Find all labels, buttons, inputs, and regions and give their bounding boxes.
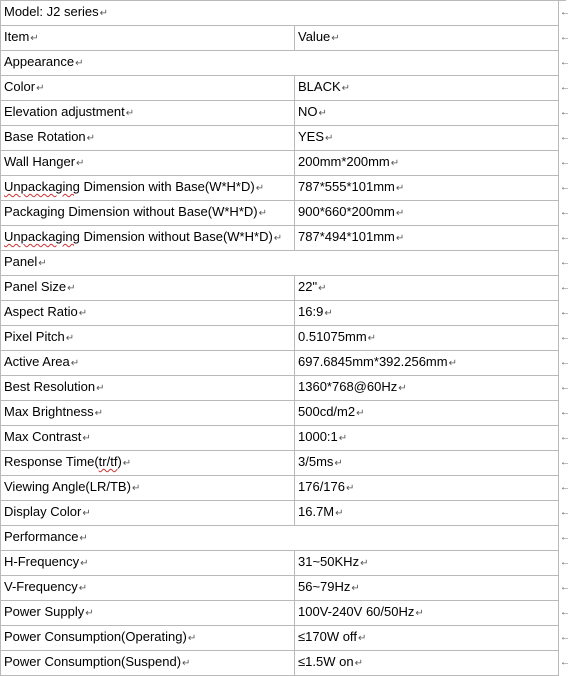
paragraph-mark-icon: ↵	[182, 658, 191, 669]
paragraph-mark-icon: ↵	[96, 383, 105, 394]
spec-item: Power Supply	[4, 604, 85, 619]
spec-item-cell	[1, 226, 295, 251]
spec-value-cell	[295, 151, 559, 176]
spec-value-cell	[295, 276, 559, 301]
spec-value-cell	[295, 326, 559, 351]
paragraph-mark-icon: ↵	[38, 258, 47, 269]
spec-value-cell	[295, 651, 559, 676]
paragraph-mark-icon: ↵	[94, 408, 103, 419]
spec-value: 31~50KHz	[298, 554, 360, 569]
spec-value-cell	[295, 226, 559, 251]
spec-item: Max Contrast	[4, 429, 82, 444]
row-end-mark-icon: ←	[560, 181, 570, 193]
spec-row	[1, 226, 559, 251]
paragraph-mark-icon: ↵	[356, 408, 365, 419]
spec-row	[1, 301, 559, 326]
spec-value: NO	[298, 104, 318, 119]
spec-value: YES	[298, 129, 325, 144]
paragraph-mark-icon: ↵	[76, 158, 85, 169]
spec-item-cell	[1, 626, 295, 651]
spec-value-cell	[295, 301, 559, 326]
spec-value: 1360*768@60Hz	[298, 379, 398, 394]
spec-row	[1, 651, 559, 676]
spec-item-cell	[1, 301, 295, 326]
spec-row	[1, 176, 559, 201]
spec-row	[1, 551, 559, 576]
spec-value-cell	[295, 376, 559, 401]
spec-value: 100V-240V 60/50Hz	[298, 604, 415, 619]
spec-value: 200mm*200mm	[298, 154, 390, 169]
spec-value: 787*555*101mm	[298, 179, 395, 194]
spec-item: V-Frequency	[4, 579, 78, 594]
section-title: Panel	[4, 254, 38, 269]
paragraph-mark-icon: ↵	[125, 108, 135, 119]
spec-row	[1, 476, 559, 501]
row-end-mark-icon: ←	[560, 631, 570, 643]
spellcheck-underline: tr/tf	[98, 454, 118, 469]
spec-value-cell	[295, 426, 559, 451]
spec-value: 16:9	[298, 304, 324, 319]
paragraph-mark-icon: ↵	[122, 458, 132, 469]
row-end-mark-icon: ←	[560, 506, 570, 518]
spec-value-cell	[295, 201, 559, 226]
spec-item: Base Rotation	[4, 129, 86, 144]
paragraph-mark-icon: ↵	[318, 108, 327, 119]
spec-row	[1, 201, 559, 226]
spec-item-cell	[1, 151, 295, 176]
row-end-mark-icon: ←	[560, 581, 570, 593]
row-end-mark-icon: ←	[560, 6, 570, 18]
paragraph-mark-icon: ↵	[335, 508, 344, 519]
spec-value-cell	[295, 476, 559, 501]
paragraph-mark-icon: ↵	[78, 308, 88, 319]
spec-row	[1, 626, 559, 651]
paragraph-mark-icon: ↵	[341, 83, 351, 94]
section-row	[1, 51, 559, 76]
spec-value: ≤170W off	[298, 629, 357, 644]
spec-value: BLACK	[298, 79, 341, 94]
paragraph-mark-icon: ↵	[360, 558, 369, 569]
paragraph-mark-icon: ↵	[351, 583, 360, 594]
paragraph-mark-icon: ↵	[338, 433, 348, 444]
spec-row	[1, 351, 559, 376]
spec-row	[1, 151, 559, 176]
spec-value: 3/5ms	[298, 454, 334, 469]
model-cell	[1, 1, 559, 26]
paragraph-mark-icon: ↵	[318, 283, 327, 294]
spec-value-cell	[295, 601, 559, 626]
spec-value-cell	[295, 401, 559, 426]
paragraph-mark-icon: ↵	[448, 358, 457, 369]
spec-value-cell	[295, 626, 559, 651]
spec-row	[1, 376, 559, 401]
spec-item-cell	[1, 551, 295, 576]
spec-item: Elevation adjustment	[4, 104, 125, 119]
spec-row	[1, 426, 559, 451]
model-row	[1, 1, 559, 26]
spec-item-cell	[1, 326, 295, 351]
row-end-mark-icon: ←	[560, 56, 570, 68]
spec-item-cell	[1, 76, 295, 101]
spec-item-cell	[1, 451, 295, 476]
spec-row	[1, 126, 559, 151]
spec-item: Wall Hanger	[4, 154, 76, 169]
spec-item: Pixel Pitch	[4, 329, 65, 344]
spec-value: 787*494*101mm	[298, 229, 395, 244]
spec-item: Packaging Dimension without Base(W*H*D)	[4, 204, 258, 219]
row-end-mark-icon: ←	[560, 131, 570, 143]
spec-item: Power Consumption(Operating)	[4, 629, 187, 644]
spec-value-cell	[295, 551, 559, 576]
spec-value: 500cd/m2	[298, 404, 356, 419]
spec-item: H-Frequency	[4, 554, 80, 569]
paragraph-mark-icon: ↵	[187, 633, 197, 644]
spec-item-cell	[1, 426, 295, 451]
spec-value: 1000:1	[298, 429, 338, 444]
paragraph-mark-icon: ↵	[36, 83, 45, 94]
paragraph-mark-icon: ↵	[325, 133, 334, 144]
item-header-cell	[1, 26, 295, 51]
spec-value: 697.6845mm*392.256mm	[298, 354, 448, 369]
row-end-mark-icon: ←	[560, 256, 570, 268]
spec-item-cell	[1, 601, 295, 626]
spec-row	[1, 101, 559, 126]
paragraph-mark-icon: ↵	[86, 133, 96, 144]
section-title: Appearance	[4, 54, 75, 69]
paragraph-mark-icon: ↵	[331, 33, 340, 44]
section-title-cell	[1, 526, 559, 551]
paragraph-mark-icon: ↵	[30, 33, 39, 44]
row-end-mark-icon: ←	[560, 231, 570, 243]
spec-item: Viewing Angle(LR/TB)	[4, 479, 131, 494]
row-end-mark-icon: ←	[560, 156, 570, 168]
spec-item: Power Consumption(Suspend)	[4, 654, 182, 669]
spec-item: Display Color	[4, 504, 82, 519]
spec-value-cell	[295, 76, 559, 101]
model-label: Model: J2 series	[4, 4, 99, 19]
paragraph-mark-icon: ↵	[79, 533, 88, 544]
row-end-mark-icon: ←	[560, 106, 570, 118]
spec-item: Panel Size	[4, 279, 67, 294]
spec-item-cell	[1, 376, 295, 401]
spellcheck-underline: Unpackaging	[4, 179, 80, 194]
spec-row	[1, 576, 559, 601]
paragraph-mark-icon: ↵	[67, 283, 76, 294]
row-end-mark-icon: ←	[560, 606, 570, 618]
paragraph-mark-icon: ↵	[65, 333, 75, 344]
row-end-mark-icon: ←	[560, 281, 570, 293]
paragraph-mark-icon: ↵	[357, 633, 367, 644]
row-end-mark-icon: ←	[560, 31, 570, 43]
spec-item-cell	[1, 501, 295, 526]
row-end-mark-icon: ←	[560, 406, 570, 418]
spec-value: 16.7M	[298, 504, 335, 519]
spec-item-cell	[1, 576, 295, 601]
column-header-row	[1, 26, 559, 51]
spec-item: Aspect Ratio	[4, 304, 78, 319]
spec-item-cell	[1, 351, 295, 376]
spec-value-cell	[295, 101, 559, 126]
section-row	[1, 526, 559, 551]
spec-item-cell	[1, 401, 295, 426]
paragraph-mark-icon: ↵	[395, 233, 405, 244]
paragraph-mark-icon: ↵	[324, 308, 333, 319]
spec-row	[1, 76, 559, 101]
spec-item-cell	[1, 126, 295, 151]
spec-item: Max Brightness	[4, 404, 94, 419]
spec-value: ≤1.5W on	[298, 654, 354, 669]
paragraph-mark-icon: ↵	[85, 608, 94, 619]
spec-row	[1, 601, 559, 626]
section-row	[1, 251, 559, 276]
row-end-mark-icon: ←	[560, 306, 570, 318]
spec-value: 176/176	[298, 479, 345, 494]
spec-item-cell	[1, 101, 295, 126]
spec-value: 22"	[298, 279, 318, 294]
section-title-cell	[1, 251, 559, 276]
spec-row	[1, 401, 559, 426]
paragraph-mark-icon: ↵	[398, 383, 407, 394]
spec-item-cell	[1, 176, 295, 201]
paragraph-mark-icon: ↵	[395, 183, 405, 194]
paragraph-mark-icon: ↵	[75, 58, 84, 69]
row-end-mark-icon: ←	[560, 456, 570, 468]
spellcheck-underline: Unpackaging	[4, 229, 80, 244]
row-end-mark-icon: ←	[560, 481, 570, 493]
paragraph-mark-icon: ↵	[80, 558, 89, 569]
spec-item-cell	[1, 651, 295, 676]
spec-item-cell	[1, 201, 295, 226]
paragraph-mark-icon: ↵	[78, 583, 88, 594]
spec-value-cell	[295, 451, 559, 476]
spec-value: 56~79Hz	[298, 579, 351, 594]
row-end-mark-icon: ←	[560, 656, 570, 668]
paragraph-mark-icon: ↵	[415, 608, 424, 619]
spec-value-cell	[295, 576, 559, 601]
row-end-mark-icon: ←	[560, 531, 570, 543]
spec-value-cell	[295, 351, 559, 376]
paragraph-mark-icon: ↵	[255, 183, 265, 194]
spec-row	[1, 326, 559, 351]
spec-table-body	[1, 1, 559, 676]
paragraph-mark-icon: ↵	[354, 658, 363, 669]
item-header: Item	[4, 29, 30, 44]
paragraph-mark-icon: ↵	[82, 433, 91, 444]
spec-value: 900*660*200mm	[298, 204, 395, 219]
spec-item-cell	[1, 276, 295, 301]
spec-item-cell	[1, 476, 295, 501]
spec-value: 0.51075mm	[298, 329, 367, 344]
paragraph-mark-icon: ↵	[82, 508, 91, 519]
spec-value-cell	[295, 126, 559, 151]
paragraph-mark-icon: ↵	[346, 483, 355, 494]
paragraph-mark-icon: ↵	[273, 233, 283, 244]
spec-item: Best Resolution	[4, 379, 96, 394]
value-header-cell	[295, 26, 559, 51]
spec-item: Unpackaging Dimension with Base(W*H*D)	[4, 179, 255, 194]
spec-row	[1, 276, 559, 301]
paragraph-mark-icon: ↵	[390, 158, 400, 169]
spec-item: Color	[4, 79, 36, 94]
row-end-mark-icon: ←	[560, 381, 570, 393]
spec-item: Unpackaging Dimension without Base(W*H*D)	[4, 229, 273, 244]
spec-row	[1, 451, 559, 476]
spec-item: Response Time(tr/tf)	[4, 454, 122, 469]
row-end-mark-icon: ←	[560, 81, 570, 93]
paragraph-mark-icon: ↵	[131, 483, 141, 494]
paragraph-mark-icon: ↵	[70, 358, 80, 369]
paragraph-mark-icon: ↵	[258, 208, 267, 219]
paragraph-mark-icon: ↵	[334, 458, 343, 469]
spec-value-cell	[295, 176, 559, 201]
paragraph-mark-icon: ↵	[395, 208, 405, 219]
spec-row	[1, 501, 559, 526]
row-end-mark-icon: ←	[560, 331, 570, 343]
row-end-mark-icon: ←	[560, 431, 570, 443]
spec-item: Active Area	[4, 354, 70, 369]
section-title-cell	[1, 51, 559, 76]
section-title: Performance	[4, 529, 79, 544]
value-header: Value	[298, 29, 331, 44]
row-end-mark-icon: ←	[560, 556, 570, 568]
paragraph-mark-icon: ↵	[99, 8, 109, 19]
paragraph-mark-icon: ↵	[367, 333, 377, 344]
spec-value-cell	[295, 501, 559, 526]
row-end-mark-icon: ←	[560, 206, 570, 218]
row-end-mark-icon: ←	[560, 356, 570, 368]
